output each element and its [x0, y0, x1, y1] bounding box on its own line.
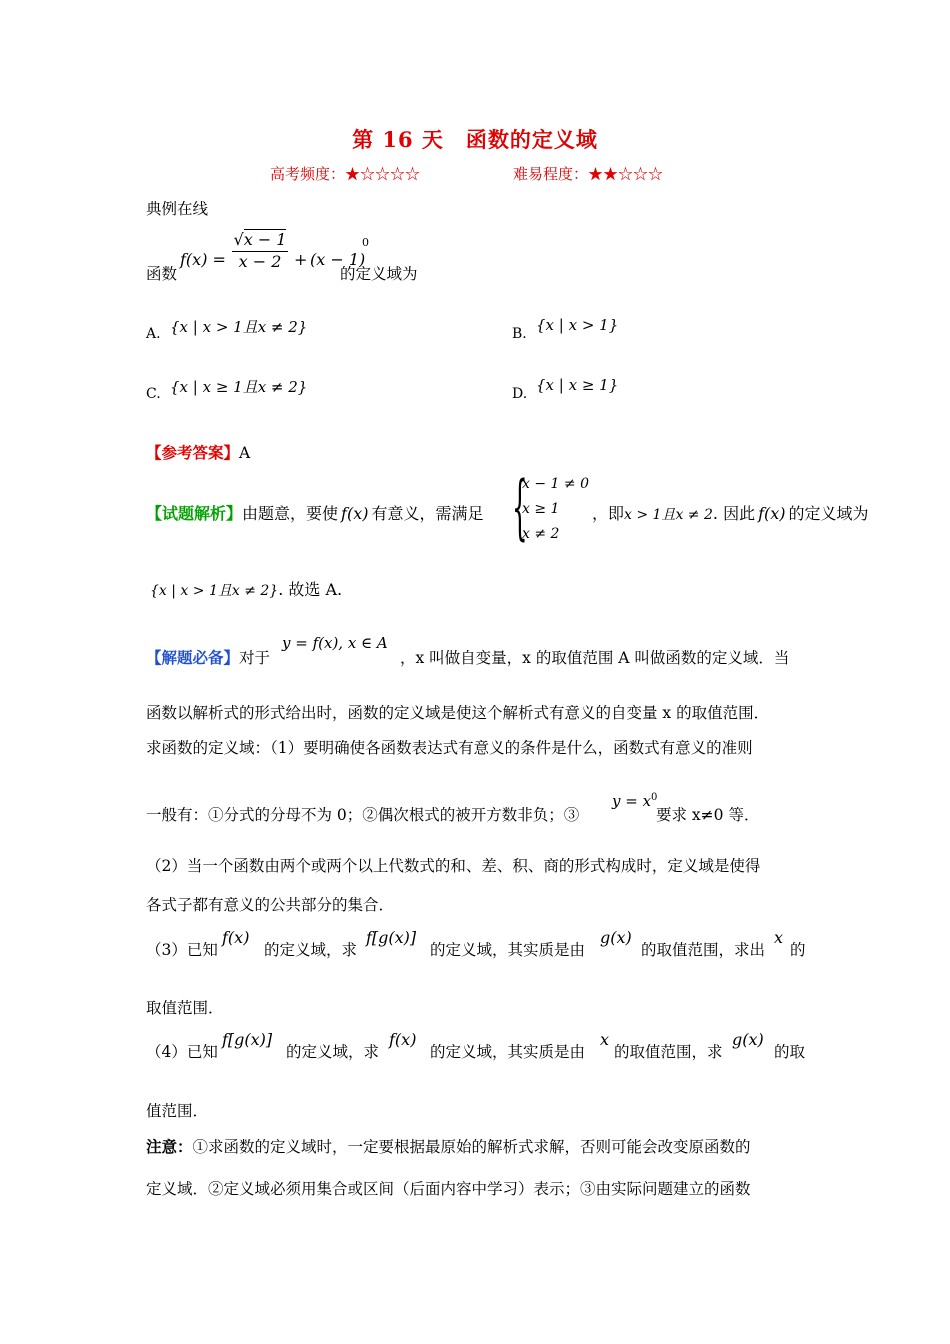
brace-icon: { [512, 466, 528, 548]
analysis-text-3: ，即 [592, 504, 625, 523]
line-9-b: 的定义域，求 [286, 1043, 380, 1061]
question-lead: 函数 [146, 265, 178, 283]
section-heading: 典例在线 [146, 200, 209, 218]
analysis-text-2: 有意义，需满足 [371, 504, 484, 523]
option-a-letter: A. [146, 326, 161, 342]
essentials-line-9 [146, 1040, 218, 1062]
line-9-c: 的定义域，其实质是由 [430, 1043, 586, 1061]
note-label: 注意： [146, 1137, 193, 1156]
option-d-value: {x | x ≥ 1} [536, 376, 619, 394]
note-line-2: 定义域．②定义域必须用集合或区间（后面内容中学习）表示；③由实际问题建立的函数 [146, 1180, 751, 1198]
sqrt-argument: x − 1 [243, 230, 287, 249]
formula-fraction [232, 230, 288, 271]
difficulty-rating [513, 163, 663, 184]
line-9-e: 的取 [774, 1043, 806, 1061]
essentials-line-7 [146, 938, 218, 960]
option-b-letter: B. [512, 326, 527, 342]
analysis-line [146, 501, 483, 524]
line-7-fx: f(x) [222, 928, 250, 947]
frequency-rating [270, 163, 420, 184]
formula-fx: f(x) = [180, 250, 226, 269]
line-7-e: 的 [790, 941, 806, 959]
formula-numerator: √x − 1 [233, 230, 287, 249]
condition-3: x ≠ 2 [522, 526, 560, 542]
line-7-c: 的定义域，其实质是由 [430, 941, 586, 959]
analysis-label: 【试题解析】 [146, 504, 243, 523]
line-7-a: （3）已知 [146, 941, 218, 959]
analysis-result-inline: x > 1且x ≠ 2 [624, 507, 713, 523]
line-9-fx: f(x) [389, 1030, 417, 1049]
formula-power-exponent: 0 [362, 236, 369, 249]
line-7-x: x [774, 928, 784, 947]
essentials-line-6: 各式子都有意义的公共部分的集合． [146, 896, 395, 914]
line-7-fgx: f[g(x)] [366, 928, 417, 947]
line-9-gx: g(x) [732, 1030, 764, 1049]
analysis-fx: f(x) [341, 504, 369, 523]
essentials-line-2: 函数以解析式的形式给出时，函数的定义域是使这个解析式有意义的自变量 x 的取值范围． [146, 704, 770, 722]
essentials-line-8: 取值范围． [146, 999, 224, 1017]
analysis-continuation [592, 501, 869, 524]
page-title: 第 16 天 函数的定义域 [352, 127, 598, 152]
question-suffix: 的定义域为 [340, 265, 418, 283]
option-a[interactable] [146, 318, 308, 342]
line-9-x: x [600, 1030, 610, 1049]
essentials-line-5: （2）当一个函数由两个或两个以上代数式的和、差、积、商的形式构成时，定义域是使得 [146, 857, 761, 875]
essentials-line-4-a: 一般有：①分式的分母不为 0；②偶次根式的被开方数非负；③ [146, 806, 580, 824]
difficulty-label: 难易程度： [513, 165, 589, 183]
option-c[interactable] [146, 378, 308, 402]
option-b[interactable] [512, 316, 619, 342]
option-d-letter: D. [512, 386, 528, 402]
option-c-letter: C. [146, 386, 161, 402]
analysis-result-set: {x | x > 1且x ≠ 2} [150, 583, 279, 599]
condition-system [512, 466, 592, 548]
essentials-formula: y = f(x), x ∈ A [282, 634, 388, 652]
condition-1: x − 1 ≠ 0 [522, 476, 589, 492]
analysis-conclusion: . 故选 A. [278, 580, 343, 599]
essentials-power-formula [612, 792, 657, 810]
answer-value: A [239, 444, 251, 462]
analysis-conclusion-line [150, 577, 342, 600]
power-formula-base: y = x [612, 792, 652, 810]
essentials-line-1-rest: ，x 叫做自变量，x 的取值范围 A 叫做函数的定义域．当 [400, 649, 790, 667]
essentials-line-4 [146, 803, 579, 825]
answer-label: 【参考答案】 [146, 443, 240, 462]
line-9-fgx: f[g(x)] [222, 1030, 273, 1049]
essentials-intro: 对于 [239, 649, 271, 667]
difficulty-stars: ★★☆☆☆ [588, 165, 664, 183]
frequency-stars: ★☆☆☆☆ [345, 165, 421, 183]
condition-2: x ≥ 1 [522, 501, 560, 517]
analysis-text-5: 的定义域为 [788, 504, 869, 523]
line-7-gx: g(x) [600, 928, 632, 947]
essentials-label: 【解题必备】 [146, 648, 240, 667]
note-line-1 [146, 1135, 751, 1157]
power-formula-exponent: 0 [651, 792, 658, 803]
formula-power-base: (x − 1) [310, 250, 366, 269]
note-text-1: ①求函数的定义域时，一定要根据最原始的解析式求解，否则可能会改变原函数的 [192, 1138, 751, 1156]
option-c-value: {x | x ≥ 1且x ≠ 2} [170, 378, 308, 396]
essentials-line-3: 求函数的定义域：（1）要明确使各函数表达式有意义的条件是什么，函数式有意义的准则 [146, 739, 753, 757]
option-a-value: {x | x > 1且x ≠ 2} [170, 318, 308, 336]
option-d[interactable] [512, 376, 619, 402]
line-9-a: （4）已知 [146, 1043, 218, 1061]
essentials-line-10: 值范围． [146, 1102, 209, 1120]
formula-denominator: x − 2 [232, 251, 288, 271]
analysis-text-4: . 因此 [712, 504, 756, 523]
answer-line [146, 441, 250, 463]
essentials-line-4-b: 要求 x≠0 等． [656, 806, 760, 824]
line-9-d: 的取值范围，求 [614, 1043, 723, 1061]
option-b-value: {x | x > 1} [536, 316, 619, 334]
analysis-fx-2: f(x) [758, 504, 786, 523]
essentials-line-1 [146, 646, 270, 668]
line-7-d: 的取值范围，求出 [641, 941, 766, 959]
line-7-b: 的定义域，求 [264, 941, 358, 959]
analysis-text-1: 由题意，要使 [242, 504, 339, 523]
formula-plus: + [294, 250, 308, 269]
frequency-label: 高考频度： [270, 165, 346, 183]
